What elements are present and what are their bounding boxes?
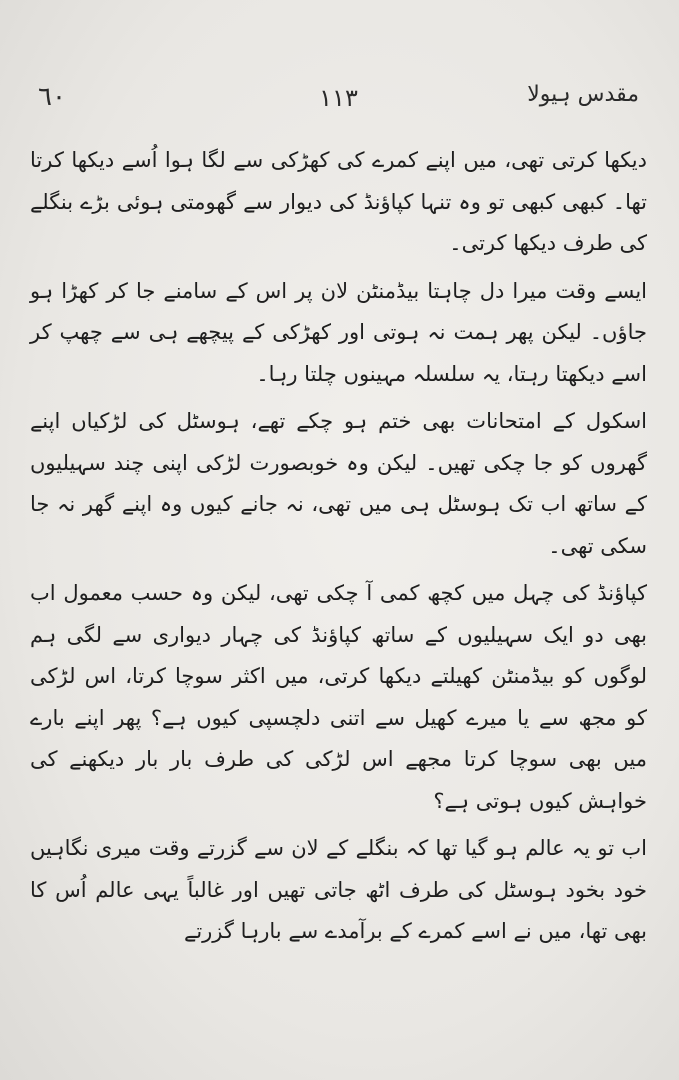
- paragraph-4: کپاؤنڈ کی چہل میں کچھ کمی آ چکی تھی، لیکن وہ حسب معمول اب بھی دو ایک سہیلیوں کے ساتھ کپاؤنڈ کی چہار دیواری سے لگی ہم لوگوں کو بیڈمنٹن کھیلتے دیکھا کرتی، میں اکثر سوچا کرتا، اس لڑکی کو مجھ سے یا میرے کھیل سے اتنی دلچسپی کیوں ہے؟ پھر اپنے بارے میں بھی سوچا کرتا مجھے اس لڑکی کی طرف بار بار دیکھنے کی خواہش کیوں ہوتی ہے؟: [30, 581, 647, 813]
- page-header: [38, 82, 639, 122]
- page-body: [30, 140, 647, 959]
- paragraph-5: اب تو یہ عالم ہو گیا تھا کہ بنگلے کے لان سے گزرتے وقت میری نگاہیں خود بخود ہوسٹل کی طرف اٹھ جاتی تھیں اور غالباً یہی عالم اُس کا بھی تھا، میں نے اسے کمرے کے برآمدے سے بارہا گزرتے: [30, 836, 647, 943]
- book-title: مقدس ہیولا: [527, 82, 639, 107]
- paragraph-3: اسکول کے امتحانات بھی ختم ہو چکے تھے، ہوسٹل کی لڑکیاں اپنے گھروں کو جا چکی تھیں۔ لیکن وہ خوبصورت لڑکی اپنی چند سہیلیوں کے ساتھ اب تک ہوسٹل ہی میں تھی، نہ جانے کیوں وہ اپنے گھر نہ جا سکی تھی۔: [30, 409, 647, 558]
- page-number-center: ١١٣: [319, 84, 358, 112]
- paragraph-1: دیکھا کرتی تھی، میں اپنے کمرے کی کھڑکی سے لگا ہوا اُسے دیکھا کرتا تھا۔ کبھی کبھی تو وہ تنہا کپاؤنڈ کی دیوار سے گھومتی ہوئی بڑے بنگلے کی طرف دیکھا کرتی۔: [30, 148, 647, 255]
- page-number-left: ٦٠: [38, 82, 66, 112]
- paragraph-2: ایسے وقت میرا دل چاہتا بیڈمنٹن لان پر اس کے سامنے جا کر کھڑا ہو جاؤں۔ لیکن پھر ہمت نہ ہوتی اور کھڑکی کے پیچھے ہی سے چھپ کر اسے دیکھتا رہتا، یہ سلسلہ مہینوں چلتا رہا۔: [30, 278, 647, 386]
